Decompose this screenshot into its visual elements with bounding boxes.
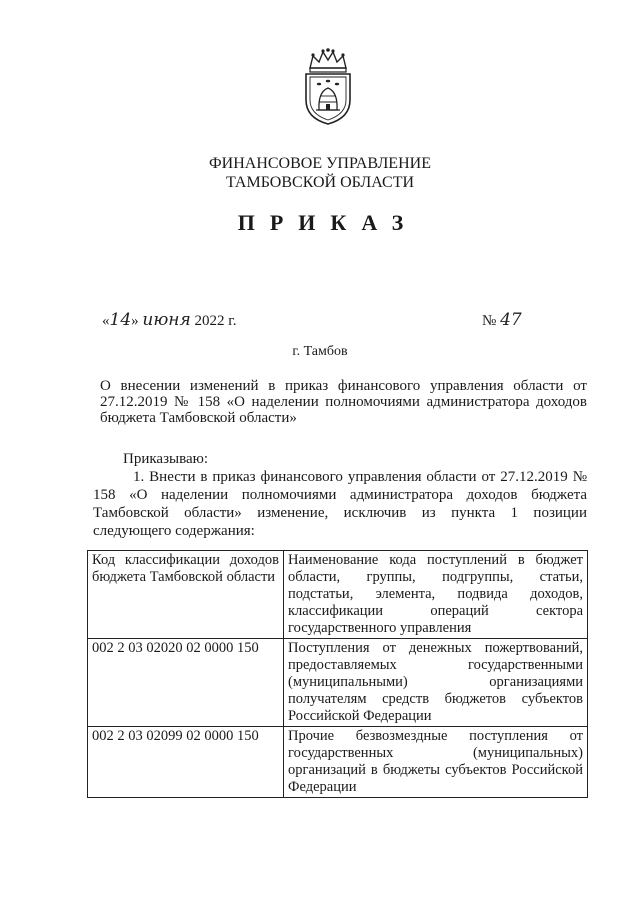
table-row [88,639,588,727]
table-header-row [88,551,588,639]
date-close-quote: » [131,313,139,329]
order-date [102,310,236,330]
order-number-label: № [482,313,497,329]
table-cell-code: 002 2 03 02020 02 0000 150 [88,639,284,727]
coat-of-arms-icon [299,48,357,126]
table-cell-name: Прочие безвозмездные поступления от государственных (муниципальных) организаций в бюджеты субъектов Российской Федерации [284,727,588,798]
order-number-value: 47 [500,310,522,330]
order-year: 2022 г. [194,313,237,329]
order-number [482,310,522,330]
order-subject: О внесении изменений в приказ финансового управления области от 27.12.2019 № 158 «О наделении полномочиями администратора доходов бюджета Тамбовской области» [100,378,587,426]
codes-table [87,550,588,798]
order-body [93,450,587,540]
order-paragraph-1: 1. Внести в приказ финансового управления области от 27.12.2019 № 158 «О наделении полномочиями администратора доходов бюджета Тамбовской области» изменение, исключив из пункта 1 позиции следующего содержания: [93,469,587,539]
table-header-code: Код классификации доходов бюджета Тамбовской области [88,551,284,639]
order-day: 14 [109,310,132,330]
table-row [88,727,588,798]
city: г. Тамбов [292,344,348,359]
order-month: июня [142,310,191,330]
table-header-name: Наименование кода поступлений в бюджет области, группы, подгруппы, статьи, подстатьи, элемента, подвида доходов, классификации операций сектора государственного управления [284,551,588,639]
org-name-line2: ТАМБОВСКОЙ ОБЛАСТИ [225,174,415,191]
document-type-title: ПРИКАЗ [237,210,419,235]
table-cell-name: Поступления от денежных пожертвований, предоставляемых государственными (муниципальными) организациями получателям средств бюджетов субъектов Российской Федерации [284,639,588,727]
org-name-line1: ФИНАНСОВОЕ УПРАВЛЕНИЕ [209,155,431,172]
order-directive-word: Приказываю: [123,451,208,467]
date-open-quote: « [102,313,110,329]
table-cell-code: 002 2 03 02099 02 0000 150 [88,727,284,798]
